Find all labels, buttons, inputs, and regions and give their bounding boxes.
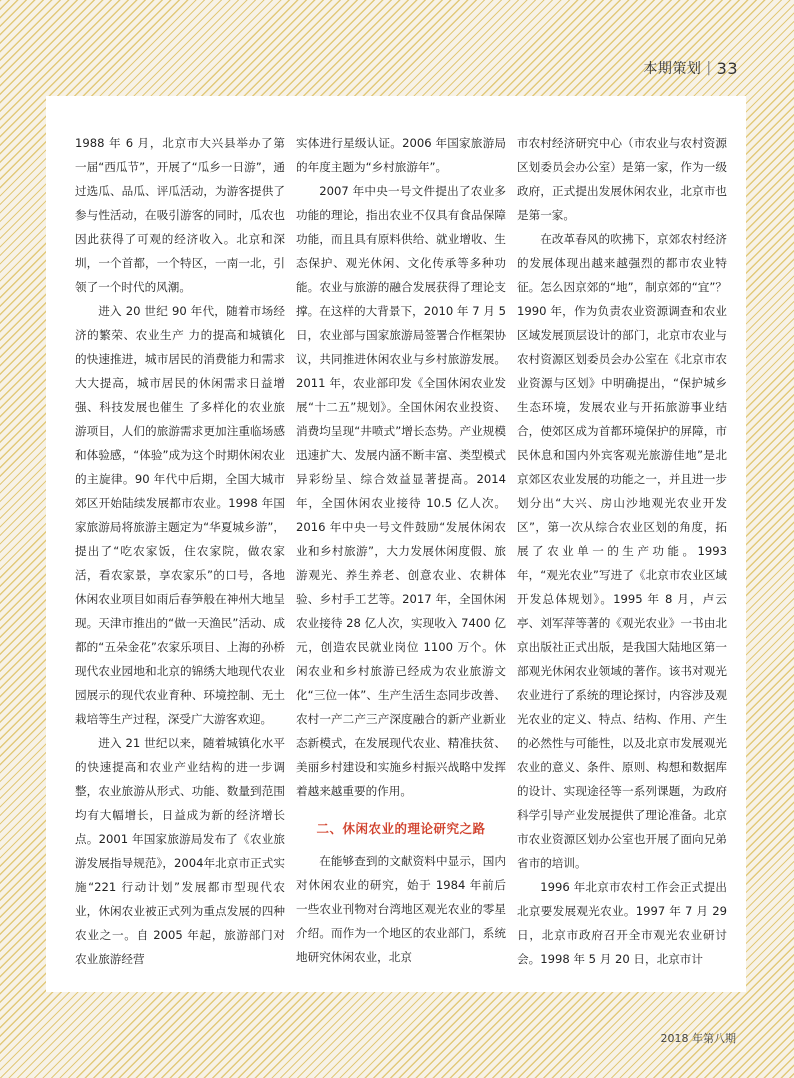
paragraph: 在能够查到的文献资料中显示，国内对休闲农业的研究，始于 1984 年前后一些农业刊物对台湾地区观光农业的零星介绍。而作为一个地区的农业部门，系统地研究休闲农业，北京 xyxy=(296,854,506,964)
header-separator: | xyxy=(706,60,712,76)
section-title: 本期策划 xyxy=(643,61,702,77)
paragraph: 进入 20 世纪 90 年代，随着市场经济的繁荣、农业生产 力的提高和城镇化的快速推进，城市居民的消费能力和需求 大大提高，城市居民的休闲需求日益增强、科技发展也催生 了多样化的农业旅游项目，人们的旅游需求更加注重临场感 和体验感，“体验”成为这个时期休闲农业的主旋律。90 年代中后期，全国大城市郊区开始陆续发展都市农业。1998 年国家旅游局将旅游主题定为“华夏城乡游”，提出了“吃农家饭，住农家院，做农家活，看农家景，享农家乐”的口号，各地休闲农业项目如雨后春笋般在神州大地呈现。天津市推出的“做一天渔民”活动、成都的“五朵金花”农家乐项目、上海的孙桥现代农业园地和北京的锦绣大地现代农业园展示的现代农业育种、环境控制、无土栽培等生产过程，深受广大游客欢迎。 xyxy=(75,304,285,726)
issue-label: 2018 年第八期 xyxy=(660,1032,736,1045)
page-header xyxy=(643,58,738,78)
section-heading: 二、休闲农业的理论研究之路 xyxy=(316,821,486,836)
page-number: 33 xyxy=(716,58,738,78)
paragraph: 2007 年中央一号文件提出了农业多功能的理论，指出农业不仅具有食品保障功能，而且具有原料供给、就业增收、生态保护、观光休闲、文化传承等多种功能。农业与旅游的融合发展获得了理论支撑。在这样的大背景下，2010 年 7 月 5 日，农业部与国家旅游局签署合作框架协议，共同推进休闲农业与乡村旅游发展。2011 年，农业部印发《全国休闲农业发展“十二五”规划》。全国休闲农业投资、消费均呈现“井喷式”增长态势。产业规模迅速扩大、发展内涵不断丰富、类型模式异彩纷呈、综合效益显著提高。2014 年，全国休闲农业接待 10.5 亿人次。2016 年中央一号文件鼓励“发展休闲农业和乡村旅游”，大力发展休闲度假、旅游观光、养生养老、创意农业、农耕体验、乡村手工艺等。2017 年，全国休闲农业接待 28 亿人次，实现收入 7400 亿元，创造农民就业岗位 1100 万个。休闲农业和乡村旅游已经成为农业旅游文化“三位一体”、生产生活生态同步改善、农村一产二产三产深度融合的新产业新业态新模式，在发展现代农业、精准扶贫、美丽乡村建设和实施乡村振兴战略中发挥着越来越重要的作用。 xyxy=(296,184,506,798)
column-1 xyxy=(75,131,285,971)
paragraph: 实体进行星级认证。2006 年国家旅游局的年度主题为“乡村旅游年”。 xyxy=(296,136,506,174)
paragraph: 1996 年北京市农村工作会正式提出北京要发展观光农业。1997 年 7 月 29 日，北京市政府召开全市观光农业研讨会。1998 年 5 月 20 日，北京市计 xyxy=(517,880,727,966)
paragraph: 进入 21 世纪以来，随着城镇化水平的快速提高和农业产业结构的进一步调整，农业旅游从形式、功能、数量到范围均有大幅增长，日益成为新的经济增长点。2001 年国家旅游局发布了《农业旅游发展指导规范》，2004年北京市正式实施“221 行动计划”发展都市型现代农业，休闲农业被正式列为重点发展的四种农业之一。自 2005 年起，旅游部门对农业旅游经营 xyxy=(75,736,285,966)
column-3 xyxy=(517,131,727,971)
paragraph: 在改革春风的吹拂下，京郊农村经济的发展体现出越来越强烈的都市农业特征。怎么因京郊的“地”，制京郊的“宜”？ 1990 年，作为负责农业资源调查和农业区域发展顶层设计的部门，北京市农业与农村资源区划委员会办公室在《北京市农业资源与区划》中明确提出，“保护城乡生态环境，发展农业与开拓旅游事业结合，使郊区成为首都环境保护的屏障，市民休息和国内外宾客观光旅游佳地”是北京郊区农业发展的功能之一，并且进一步划分出“大兴、房山沙地观光农业开发区”，第一次从综合农业区划的角度，拓展了农业单一的生产功能。1993 年，“观光农业”写进了《北京市农业区域开发总体规划》。1995 年 8 月，卢云亭、刘军萍等著的《观光农业》一书由北京出版社正式出版，是我国大陆地区第一部观光休闲农业领域的著作。该书对观光农业进行了系统的理论探讨，内容涉及观光农业的定义、特点、结构、作用、产生的必然性与可能性，以及北京市发展观光农业的意义、条件、原则、构想和数据库的设计、实现途径等一系列课题，为政府科学引导产业发展提供了理论准备。北京市农业资源区划办公室也开展了面向兄弟省市的培训。 xyxy=(517,232,727,870)
paragraph: 1988 年 6 月，北京市大兴县举办了第一届“西瓜节”，开展了“瓜乡一日游”，通过选瓜、品瓜、评瓜活动，为游客提供了参与性活动，在吸引游客的同时，瓜农也因此获得了可观的经济收入。北京和深圳，一个首都，一个特区，一南一北，引领了一个时代的风潮。 xyxy=(75,136,285,294)
paragraph: 市农村经济研究中心（市农业与农村资源区划委员会办公室）是第一家，作为一级政府，正式提出发展休闲农业，北京市也是第一家。 xyxy=(517,136,727,222)
column-2 xyxy=(296,131,506,969)
